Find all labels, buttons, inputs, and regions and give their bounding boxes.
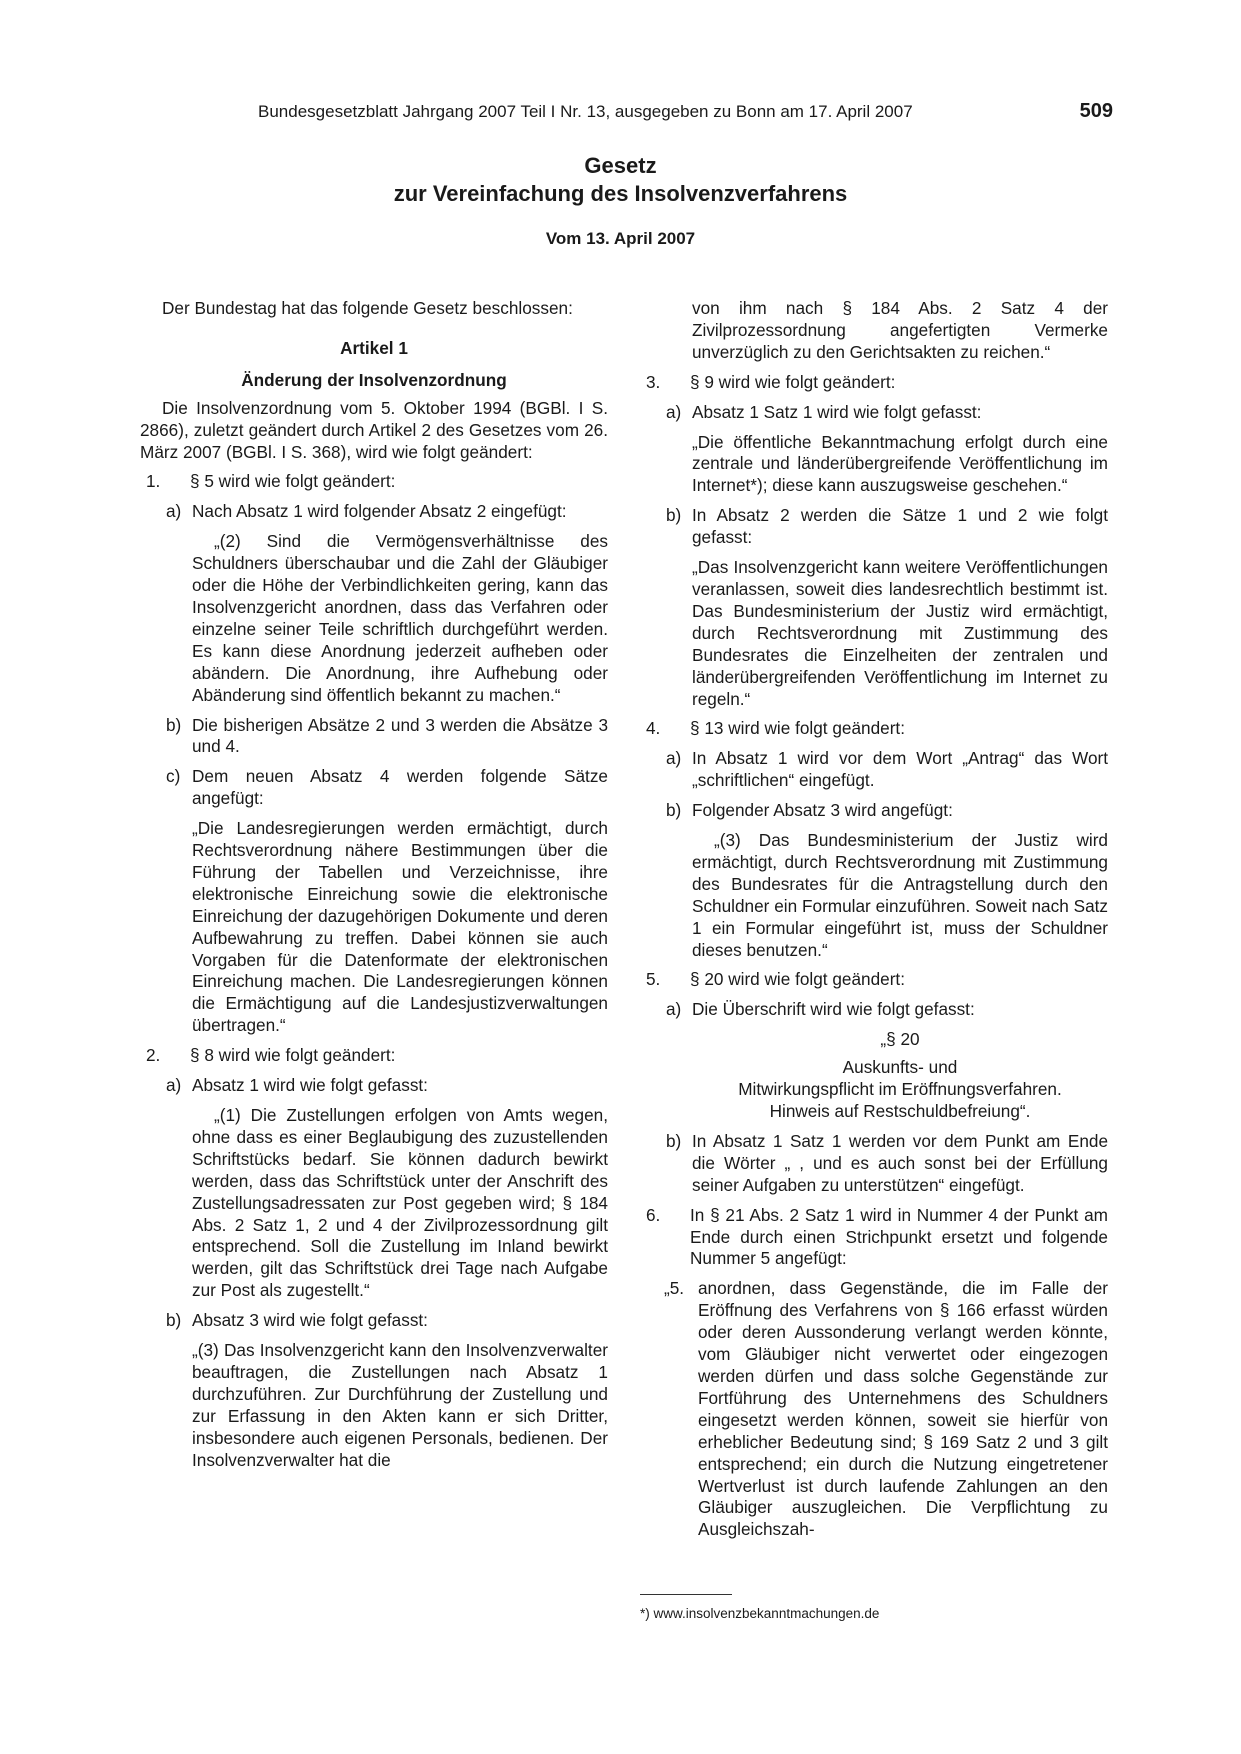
item-text: Absatz 3 wird wie folgt gefasst: [192, 1310, 428, 1331]
item-letter: a) [666, 999, 682, 1020]
amendment-item-2 [140, 1045, 608, 1067]
amendment-item-3a [640, 402, 1108, 424]
item-text: Nach Absatz 1 wird folgender Absatz 2 eingefügt: [192, 501, 567, 522]
amendment-item-1b [140, 715, 608, 759]
sub-item-number: „5. [664, 1278, 685, 1299]
law-date: Vom 13. April 2007 [545, 229, 696, 248]
amendment-item-1a [140, 501, 608, 523]
item-text: Die bisherigen Absätze 2 und 3 werden die Absätze 3 und 4. [192, 714, 608, 757]
running-header [258, 100, 1113, 128]
quoted-text-4b: „(3) Das Bundesministerium der Justiz wird ermächtigt, durch Rechtsverordnung mit Zustimmung des Bundesrates für die Antragstellung durch den Schuldner ein Formular einzuführen. Soweit nach Satz 1 ein Formular eingeführt ist, muss der Schuldner dieses benutzen.“ [692, 830, 1108, 960]
amendment-item-6 [640, 1205, 1108, 1271]
left-column [140, 298, 608, 1472]
item-letter: b) [666, 505, 682, 526]
section-heading-line-3: Hinweis auf Restschuldbefreiung“. [769, 1101, 1031, 1121]
item-text: § 8 wird wie folgt geändert: [190, 1045, 396, 1066]
item-number: 6. [646, 1204, 661, 1225]
item-number: 3. [646, 371, 661, 392]
item-text: In § 21 Abs. 2 Satz 1 wird in Nummer 4 der Punkt am Ende durch einen Strichpunkt ersetzt und folgende Nummer 5 angefügt: [690, 1204, 1108, 1269]
item-number: 5. [646, 969, 661, 990]
amendment-item-2b [140, 1310, 608, 1332]
item-text: Die Überschrift wird wie folgt gefasst: [692, 999, 975, 1020]
amendment-item-2a [140, 1075, 608, 1097]
item-text: In Absatz 1 wird vor dem Wort „Antrag“ das Wort „schriftlichen“ eingefügt. [692, 748, 1108, 791]
title-line-1: Gesetz [584, 153, 657, 178]
quoted-text-3a: „Die öffentliche Bekanntmachung erfolgt durch eine zentrale und länderübergreifende Veröffentlichung im Internet*); diese kann auszugsweise geschehen.“ [692, 431, 1108, 496]
item-text: In Absatz 1 Satz 1 werden vor dem Punkt am Ende die Wörter „ , und es auch sonst bei der Erfüllung seiner Aufgaben zu unterstützen“ eingefügt. [692, 1130, 1108, 1195]
amendment-item-5 [640, 969, 1108, 991]
item-text: Absatz 1 wird wie folgt gefasst: [192, 1075, 428, 1096]
running-head-text: Bundesgesetzblatt Jahrgang 2007 Teil I Nr. 13, ausgegeben zu Bonn am 17. April 2007 [258, 102, 913, 121]
enactment-formula: Der Bundestag hat das folgende Gesetz beschlossen: [162, 298, 573, 318]
item-text: § 5 wird wie folgt geändert: [190, 471, 396, 492]
item-text: Folgender Absatz 3 wird angefügt: [692, 800, 953, 821]
footnote: *) www.insolvenzbekanntmachungen.de [640, 1606, 880, 1621]
amendment-item-4b [640, 800, 1108, 822]
section-heading-number: „§ 20 [880, 1029, 920, 1050]
item-text: Dem neuen Absatz 4 werden folgende Sätze angefügt: [192, 766, 608, 809]
amendment-item-1c [140, 766, 608, 810]
page-number: 509 [1079, 100, 1113, 122]
item-letter: a) [666, 748, 682, 769]
item-letter: b) [166, 714, 182, 735]
item-number: 4. [646, 718, 661, 739]
article-heading: Artikel 1 [340, 337, 408, 358]
amendment-item-3b [640, 505, 1108, 549]
sub-item-text: anordnen, dass Gegenstände, die im Falle der Eröffnung des Verfahrens von § 166 erfasst würden oder deren Aussonderung verlangt werden könnte, vom Gläubiger nicht verwertet oder eingezogen werden dürfen und dass solche Gegenstände zur Fortführung des Unternehmens des Schuldners eingesetzt werden können, soweit sie hierfür von erheblicher Bedeutung sind; § 169 Satz 2 und 3 gilt entsprechend; ein durch die Nutzung eingetretener Wertverlust ist durch laufende Zahlungen an den Gläubiger auszugleichen. Die Verpflichtung zu Ausgleichszah- [698, 1278, 1108, 1540]
amendment-item-1 [140, 471, 608, 493]
item-number: 2. [146, 1045, 161, 1066]
item-text: § 20 wird wie folgt geändert: [690, 969, 905, 990]
item-text: § 13 wird wie folgt geändert: [690, 718, 905, 739]
item-letter: c) [166, 766, 181, 787]
quoted-text-1a: „(2) Sind die Vermögensverhältnisse des Schuldners überschaubar und die Zahl der Gläubiger oder die Höhe der Verbindlichkeiten gering, kann das Insolvenzgericht anordnen, dass das Verfahren oder einzelne seiner Teile schriftlich durchgeführt werden. Es kann diese Anordnung jederzeit aufheben oder abändern. Die Anordnung, ihre Aufhebung oder Abänderung sind öffentlich bekannt zu machen.“ [192, 531, 608, 705]
section-heading-line-1: Auskunfts- und [842, 1057, 958, 1078]
quoted-text-2b: „(3) Das Insolvenzgericht kann den Insolvenzverwalter beauftragen, die Zustellungen nach Absatz 1 durchzuführen. Zur Durchführung der Zustellung und zur Erfassung in den Akten kann er sich Dritter, insbesondere auch eigenen Personals, bedienen. Der Insolvenzverwalter hat die [192, 1340, 608, 1470]
quoted-text-continued: von ihm nach § 184 Abs. 2 Satz 4 der Zivilprozessordnung angefertigten Vermerke unverzüglich zu den Gerichtsakten zu reichen.“ [692, 298, 1108, 362]
item-text: Absatz 1 Satz 1 wird wie folgt gefasst: [692, 401, 982, 422]
amendment-item-5a [640, 999, 1108, 1021]
amendment-item-4 [640, 718, 1108, 740]
item-letter: b) [666, 1130, 682, 1151]
section-heading-line-2: Mitwirkungspflicht im Eröffnungsverfahren. [738, 1079, 1062, 1100]
item-letter: b) [666, 800, 682, 821]
new-number-5 [640, 1278, 1108, 1541]
item-number: 1. [146, 471, 161, 492]
item-text: In Absatz 2 werden die Sätze 1 und 2 wie folgt gefasst: [692, 505, 1108, 548]
item-letter: a) [666, 401, 682, 422]
item-letter: a) [166, 1075, 182, 1096]
quoted-text-3b: „Das Insolvenzgericht kann weitere Veröffentlichungen veranlassen, soweit dies landesrechtlich bestimmt ist. Das Bundesministerium der Justiz wird ermächtigt, durch Rechtsverordnung mit Zustimmung des Bundesrates die Einzelheiten der zentralen und länderübergreifenden Veröffentlichung im Internet zu regeln.“ [692, 557, 1108, 709]
item-text: § 9 wird wie folgt geändert: [690, 371, 896, 392]
title-line-2: zur Vereinfachung des Insolvenzverfahrens [393, 181, 848, 206]
article-title: Änderung der Insolvenzordnung [241, 369, 507, 390]
right-column [640, 298, 1108, 1541]
new-section-heading [640, 1029, 1108, 1123]
article-intro: Die Insolvenzordnung vom 5. Oktober 1994 (BGBl. I S. 2866), zuletzt geändert durch Artikel 2 des Gesetzes vom 26. März 2007 (BGBl. I S. 368), wird wie folgt geändert: [140, 397, 608, 462]
amendment-item-5b [640, 1131, 1108, 1197]
footnote-divider [640, 1594, 732, 1595]
amendment-item-4a [640, 748, 1108, 792]
quoted-text-1c: „Die Landesregierungen werden ermächtigt, durch Rechtsverordnung nähere Bestimmungen über die Führung der Tabellen und Verzeichnisse, ihre elektronische Einreichung sowie die elektronische Einreichung der dazugehörigen Dokumente und deren Aufbewahrung zu treffen. Dabei können sie auch Vorgaben für die Datenformate der elektronischen Einreichung machen. Die Landesregierungen können die Ermächtigung auf die Landesjustizverwaltungen übertragen.“ [192, 818, 608, 1036]
item-letter: a) [166, 501, 182, 522]
amendment-item-3 [640, 372, 1108, 394]
item-letter: b) [166, 1310, 182, 1331]
law-title [0, 152, 1241, 208]
quoted-text-2a: „(1) Die Zustellungen erfolgen von Amts wegen, ohne dass es einer Beglaubigung des zuzustellenden Schriftstücks bedarf. Sie können dadurch bewirkt werden, dass das Schriftstück unter der Anschrift des Zustellungsadressaten zur Post gegeben wird; § 184 Abs. 2 Satz 1, 2 und 4 der Zivilprozessordnung gilt entsprechend. Soll die Zustellung im Inland bewirkt werden, gilt das Schriftstück drei Tage nach Aufgabe zur Post als zugestellt.“ [192, 1105, 608, 1301]
